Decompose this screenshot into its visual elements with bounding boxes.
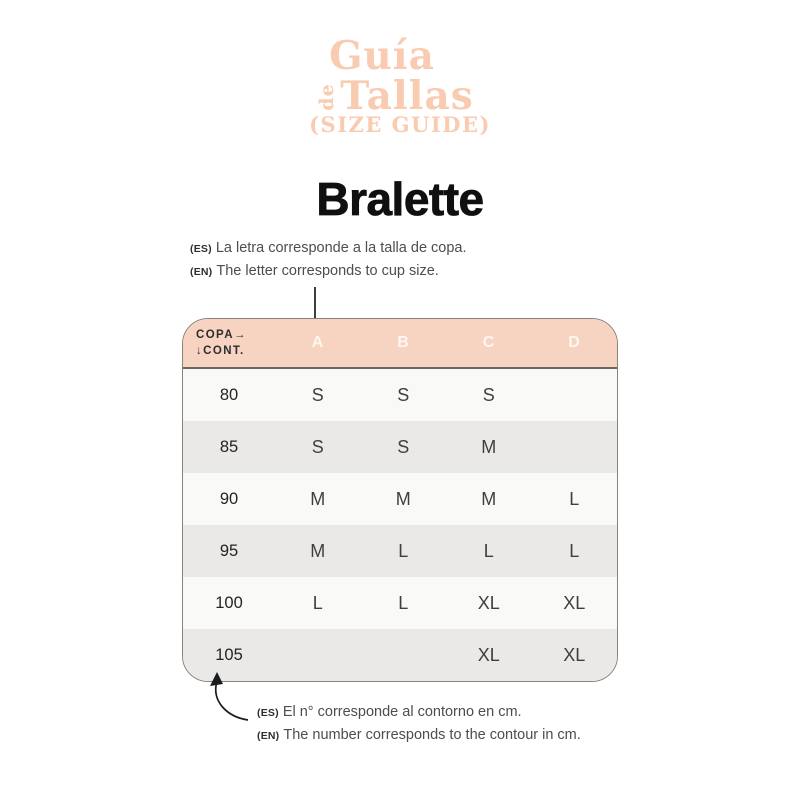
arrow-up-to-contour-column-icon: [200, 666, 258, 728]
corner-header-copa-cont: [183, 327, 275, 359]
cup-size-note-en-text: The letter corresponds to cup size.: [216, 262, 439, 279]
size-cell: XL: [477, 592, 500, 613]
logo-word-de: de: [316, 83, 338, 111]
cup-size-note: [190, 238, 467, 283]
size-cell: L: [312, 592, 323, 613]
size-cell: M: [395, 488, 411, 509]
table-row: [183, 421, 617, 473]
cup-size-note-es: [190, 238, 467, 261]
size-cell: L: [569, 488, 580, 509]
logo-word-guia: Guía: [329, 33, 435, 79]
column-header-a: A: [311, 334, 324, 351]
size-table: [182, 318, 618, 682]
size-cell: M: [310, 540, 326, 561]
contour-cell: 85: [219, 437, 239, 456]
contour-cell: 90: [219, 489, 239, 508]
contour-note-en-text: The number corresponds to the contour in cm.: [283, 726, 581, 743]
logo-size-guide-subtitle: (SIZE GUIDE): [309, 112, 491, 137]
size-cell: L: [398, 592, 409, 613]
en-tag: (EN): [257, 729, 280, 742]
corner-cont-line: ↓CONT.: [196, 345, 245, 357]
contour-cell: 100: [215, 593, 243, 612]
column-header-d: D: [568, 334, 581, 351]
size-cell: S: [397, 384, 410, 405]
cup-size-note-es-text: La letra corresponde a la talla de copa.: [215, 240, 467, 256]
cup-size-note-en: [190, 261, 467, 284]
es-tag: (ES): [190, 243, 212, 255]
size-cell: S: [311, 384, 324, 405]
column-header-c: C: [482, 334, 495, 351]
size-cell: S: [311, 436, 324, 457]
contour-cell: 80: [219, 385, 239, 404]
logo-word-tallas: Tallas: [340, 73, 474, 119]
size-table-header: [183, 319, 617, 369]
size-cell: S: [397, 436, 410, 457]
right-arrow-icon: →: [233, 329, 247, 341]
size-cell: XL: [477, 644, 500, 665]
contour-note: [257, 702, 581, 747]
contour-note-es: [257, 702, 581, 725]
table-row: [183, 577, 617, 629]
es-tag: (ES): [257, 707, 279, 719]
table-row: [183, 525, 617, 577]
page-title: Bralette: [316, 173, 484, 225]
table-row: [183, 369, 617, 421]
size-cell: M: [310, 488, 326, 509]
table-row: [183, 473, 617, 525]
column-header-b: B: [397, 334, 410, 351]
size-cell: L: [569, 540, 580, 561]
contour-cell: 105: [215, 645, 243, 664]
size-cell: S: [482, 384, 495, 405]
size-cell: XL: [563, 644, 586, 665]
contour-cell: 95: [219, 541, 239, 560]
size-cell: XL: [563, 592, 586, 613]
size-cell: M: [481, 488, 497, 509]
size-cell: L: [483, 540, 494, 561]
size-cell: L: [398, 540, 409, 561]
corner-copa-line: COPA→: [196, 329, 247, 341]
contour-note-es-text: El n° corresponde al contorno en cm.: [282, 704, 522, 720]
contour-note-en: [257, 725, 581, 748]
size-cell: M: [481, 436, 497, 457]
down-arrow-icon: ↓: [196, 345, 204, 357]
en-tag: (EN): [190, 265, 213, 278]
